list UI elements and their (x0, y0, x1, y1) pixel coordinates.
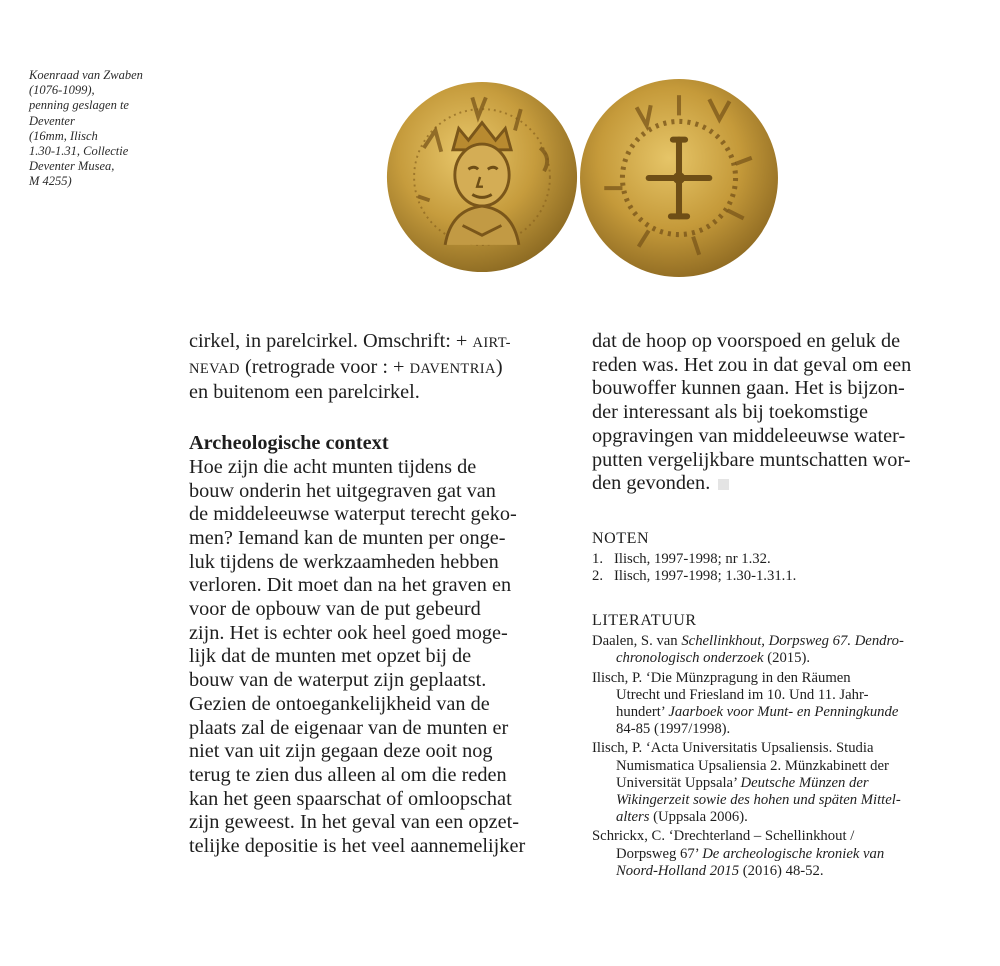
image-caption (29, 68, 179, 190)
coin-reverse-cross-icon (578, 77, 780, 279)
note-number: 1. (592, 551, 604, 568)
caption-line: Deventer (29, 113, 75, 128)
paragraph-line: men? Iemand kan de munten per onge- (189, 526, 506, 549)
paragraph-line: dat de hoop op voorspoed en geluk de (592, 330, 901, 352)
paragraph-line: bouw van de waterput zijn geplaatst. (189, 669, 487, 692)
text-column-right (592, 330, 962, 496)
notes-title: NOTEN (592, 530, 650, 547)
reference-entry: Ilisch, P. ‘Acta Universitatis Upsaliensis. Studia Numismatica Upsaliensia 2. Münzkabinett der Universität Uppsala’ Deutsche Münzen der Wikingerzeit sowie des hohen und späten Mittel- alters (Uppsala 2006). (592, 740, 901, 826)
caption-line: 1.30-1.31, Collectie (29, 144, 129, 159)
caption-line: (1076-1099), (29, 83, 95, 98)
paragraph-line: opgravingen van middeleeuwse water- (592, 424, 906, 447)
paragraph-line: plaats zal de eigenaar van de munten er (189, 716, 509, 739)
caption-line: penning geslagen te (29, 98, 129, 113)
reference-entry: Ilisch, P. ‘Die Münzpragung in den Räumen Utrecht und Friesland im 10. Und 11. Jahr- hundert’ Jaarboek voor Munt- en Penningkunde 84-85 (1997/1998). (592, 669, 899, 738)
paragraph-line: telijke depositie is het veel aannemelijker (189, 835, 526, 858)
literature-section (592, 612, 972, 882)
note-text: Ilisch, 1997-1998; nr 1.32. (614, 551, 771, 568)
coin-obverse-crowned-bust-icon (385, 80, 579, 274)
caption-line: Deventer Musea, (29, 159, 115, 174)
paragraph-line: zijn geweest. In het geval van een opzet- (189, 811, 519, 834)
paragraph-line: NEVAD (retrograde voor : + DAVENTRIA) (189, 355, 503, 378)
note-item (592, 551, 972, 568)
paragraph-line: putten vergelijkbare muntschatten wor- (592, 448, 911, 471)
paragraph-line: Hoe zijn die acht munten tijdens de (189, 455, 477, 478)
note-text: Ilisch, 1997-1998; 1.30-1.31.1. (614, 568, 797, 585)
paragraph-line: kan het geen spaarschat of omloopschat (189, 787, 512, 810)
paragraph-line: de middeleeuwse waterput terecht geko- (189, 503, 517, 526)
paragraph-line: den gevonden. (592, 472, 962, 496)
reference-entry: Daalen, S. van Schellinkhout, Dorpsweg 67. Dendro- chronologisch onderzoek (2015). (592, 633, 904, 667)
paragraph-line: bouw onderin het uitgegraven gat van (189, 479, 496, 502)
paragraph-line: en buitenom een parelcirkel. (189, 381, 420, 404)
section-heading: Archeologische context (189, 432, 389, 455)
paragraph-line: bouwoffer kunnen gaan. Het is bijzon- (592, 377, 905, 400)
paragraph-line: luk tijdens de werkzaamheden hebben (189, 550, 499, 573)
paragraph-line: Gezien de ontoegankelijkheid van de (189, 692, 490, 715)
paragraph-line: verloren. Dit moet dan na het graven en (189, 574, 512, 597)
caption-line: (16mm, Ilisch (29, 128, 98, 143)
note-item (592, 568, 972, 585)
literature-title: LITERATUUR (592, 612, 697, 629)
caption-line: M 4255) (29, 174, 72, 189)
reference-entry: Schrickx, C. ‘Drechterland – Schellinkhout / Dorpsweg 67’ De archeologische kroniek van Noord-Holland 2015 (2016) 48-52. (592, 828, 885, 879)
notes-section (592, 530, 972, 586)
paragraph-line: voor de opbouw van de put gebeurd (189, 598, 481, 621)
paragraph-line: terug te zien dus alleen al om die reden (189, 763, 507, 786)
note-number: 2. (592, 568, 604, 585)
paragraph-line: cirkel, in parelcirkel. Omschrift: + AIRT- (189, 330, 511, 352)
end-square-icon (718, 479, 729, 490)
paragraph-line: lijk dat de munten met opzet bij de (189, 645, 472, 668)
paragraph-line: niet van uit zijn gegaan deze ooit nog (189, 740, 493, 763)
paragraph-line: der interessant als bij toekomstige (592, 401, 868, 424)
paragraph-line: reden was. Het zou in dat geval om een (592, 353, 912, 376)
text-column-left (189, 330, 569, 859)
caption-line: Koenraad van Zwaben (29, 68, 143, 82)
paragraph-line: zijn. Het is echter ook heel goed moge- (189, 621, 508, 644)
